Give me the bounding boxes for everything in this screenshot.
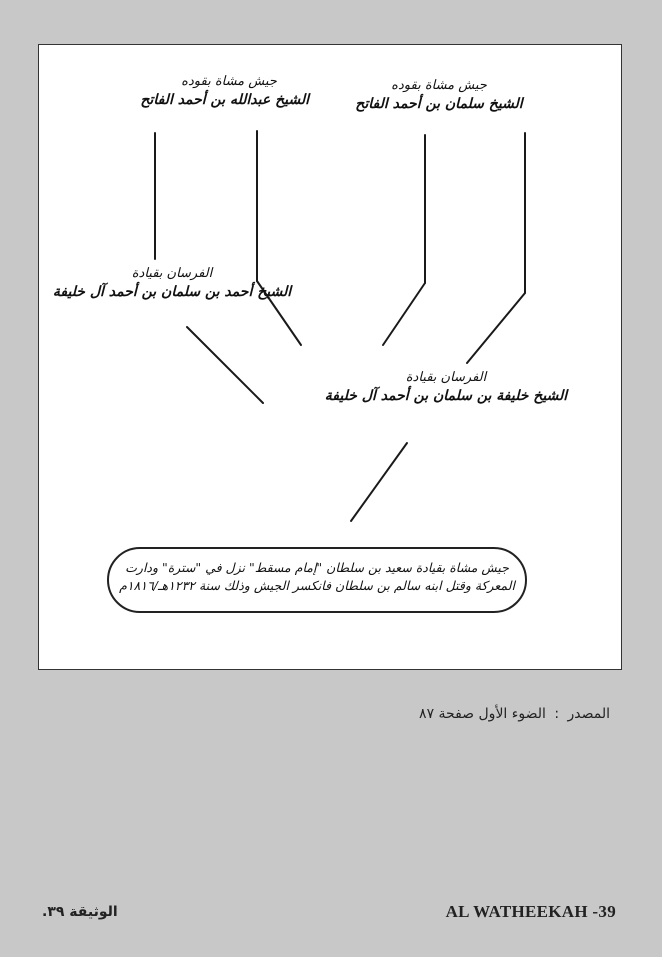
- army-top-right-label: [349, 77, 529, 113]
- connector-line: [351, 443, 407, 521]
- army-top-left-line1: جيش مشاة بقوده: [181, 74, 277, 89]
- army-top-right-line2: الشيخ سلمان بن أحمد الفاتح: [355, 95, 523, 112]
- army-top-right-line1: جيش مشاة بقوده: [391, 78, 487, 93]
- source-colon: :: [554, 706, 560, 722]
- footer-title: AL WATHEEKAH -39: [445, 902, 616, 921]
- connector-line: [383, 283, 425, 345]
- cavalry-left-line2: الشيخ أحمد بن سلمان بن أحمد آل خليفة: [52, 283, 292, 300]
- source-citation: [419, 706, 610, 722]
- source-label: المصدر: [567, 706, 610, 722]
- cavalry-left-line1: الفرسان بقيادة: [131, 266, 213, 281]
- connector-line: [467, 293, 525, 363]
- cavalry-right-line1: الفرسان بقيادة: [405, 370, 487, 385]
- battle-note-line2: المعركة وقتل ابنه سالم بن سلطان فانكسر الجيش وذلك سنة ١٢٣٢هـ/١٨١٦م: [119, 578, 515, 594]
- cavalry-right-label: [321, 369, 571, 405]
- army-top-left-label: [140, 73, 309, 109]
- army-top-left-line2: الشيخ عبدالله بن أحمد الفاتح: [140, 91, 309, 108]
- footer-document-number: الوثيقة ٣٩.: [42, 904, 118, 920]
- cavalry-right-line2: الشيخ خليفة بن سلمان بن أحمد آل خليفة: [324, 387, 568, 404]
- document-panel: [38, 44, 622, 670]
- connector-line: [187, 327, 263, 403]
- source-text: الضوء الأول صفحة ٨٧: [419, 706, 546, 722]
- battle-note-oval: [107, 547, 527, 613]
- cavalry-left-label: [47, 265, 297, 301]
- battle-note-line1: جيش مشاة بقيادة سعيد بن سلطان "إمام مسقط" نزل في "سترة" ودارت: [125, 560, 509, 575]
